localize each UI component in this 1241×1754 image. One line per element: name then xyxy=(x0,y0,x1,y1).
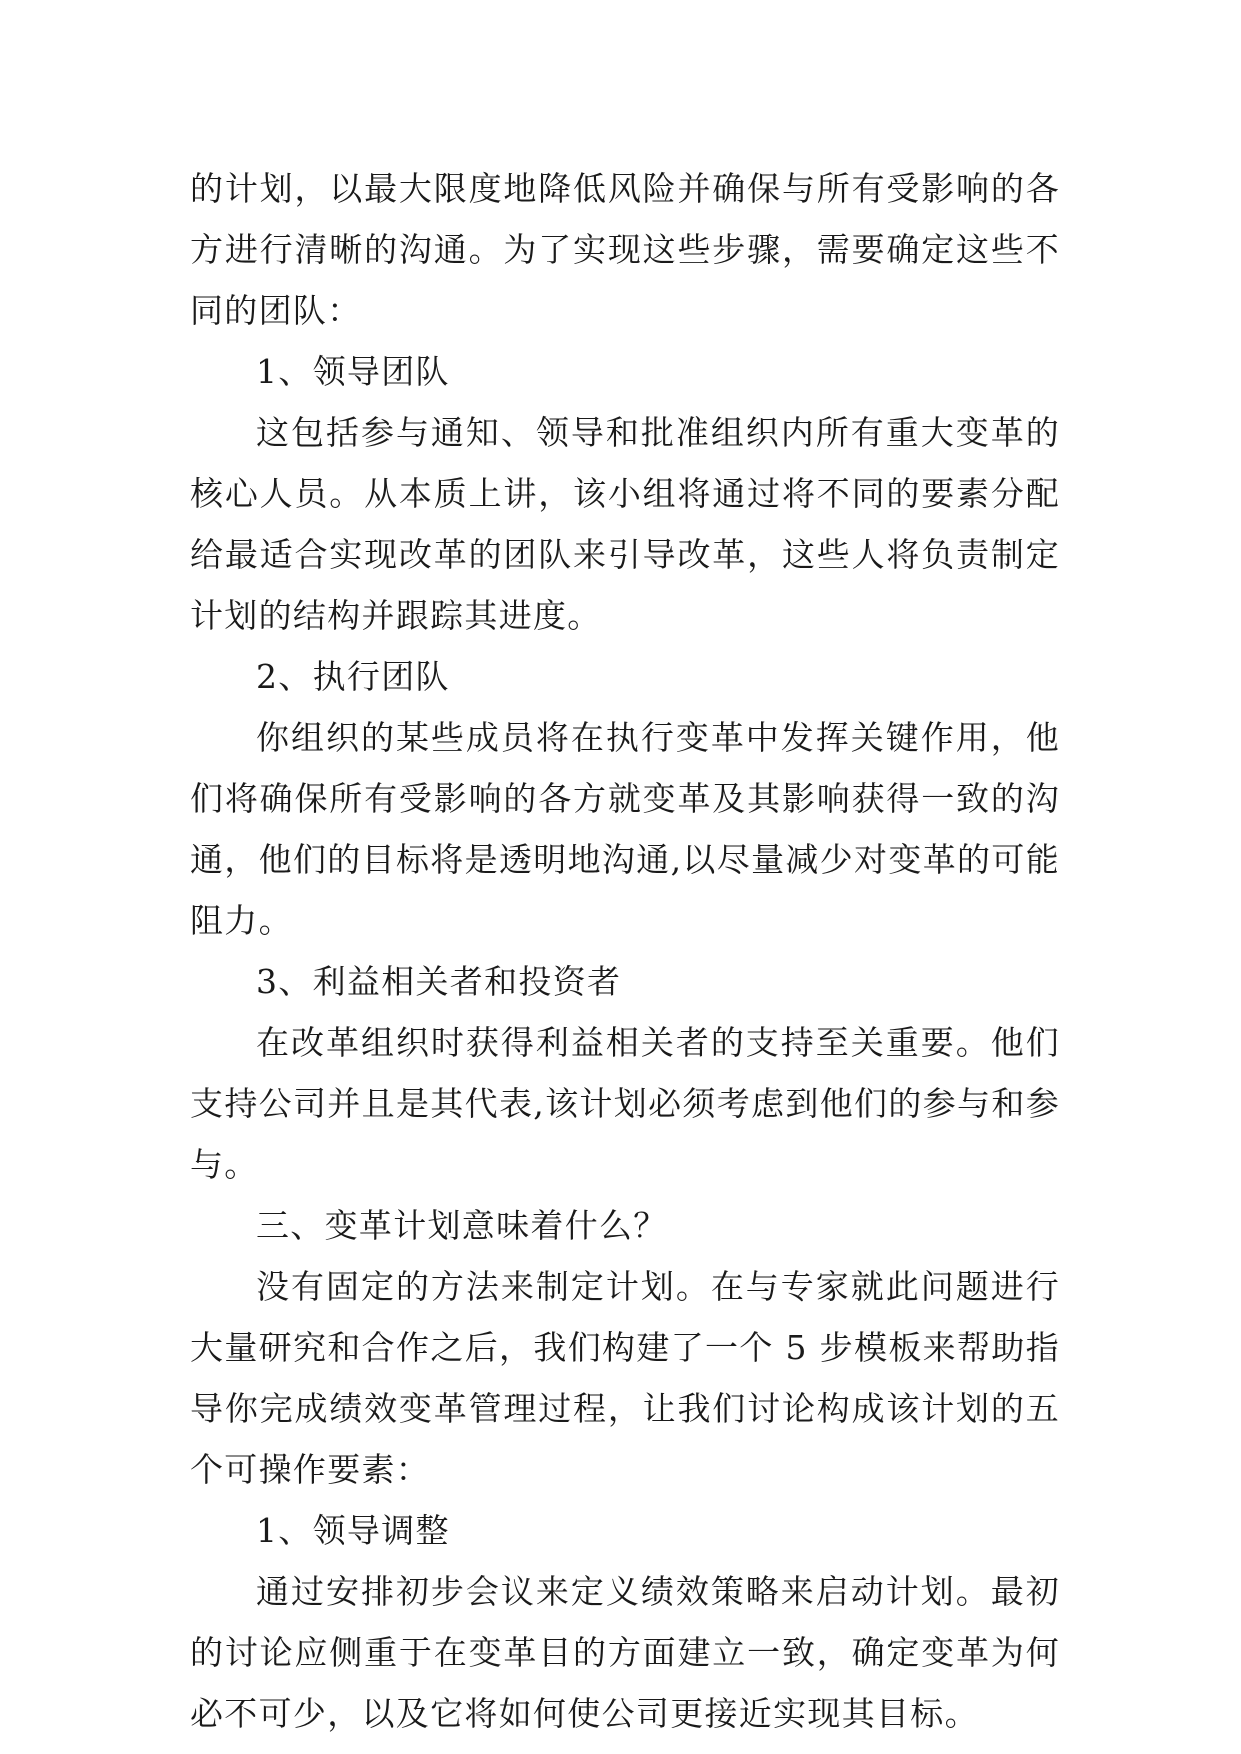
heading-execution-team: 2、执行团队 xyxy=(256,657,450,696)
paragraph-leadership-team: 这包括参与通知、领导和批准组织内所有重大变革的核心人员。从本质上讲，该小组将通过将不同的要素分配给最适合实现改革的团队来引导改革，这些人将负责制定计划的结构并跟踪其进度。 xyxy=(190,413,1060,635)
paragraph-execution-team: 你组织的某些成员将在执行变革中发挥关键作用，他们将确保所有受影响的各方就变革及其影响获得一致的沟通，他们的目标将是透明地沟通,以尽量减少对变革的可能阻力。 xyxy=(190,718,1060,940)
heading-leadership-team: 1、领导团队 xyxy=(256,352,450,391)
heading-leadership-alignment: 1、领导调整 xyxy=(256,1511,450,1550)
section-heading-change-plan: 三、变革计划意味着什么？ xyxy=(256,1206,668,1245)
heading-stakeholders: 3、利益相关者和投资者 xyxy=(256,962,622,1001)
paragraph-stakeholders: 在改革组织时获得利益相关者的支持至关重要。他们支持公司并且是其代表,该计划必须考虑到他们的参与和参与。 xyxy=(190,1023,1060,1184)
paragraph-continuation: 的计划，以最大限度地降低风险并确保与所有受影响的各方进行清晰的沟通。为了实现这些步骤，需要确定这些不同的团队： xyxy=(190,169,1060,330)
document-body xyxy=(190,158,1060,1744)
paragraph-leadership-alignment: 通过安排初步会议来定义绩效策略来启动计划。最初的讨论应侧重于在变革目的方面建立一致，确定变革为何必不可少，以及它将如何使公司更接近实现其目标。 xyxy=(190,1572,1060,1733)
paragraph-change-plan: 没有固定的方法来制定计划。在与专家就此问题进行大量研究和合作之后，我们构建了一个 5 步模板来帮助指导你完成绩效变革管理过程，让我们讨论构成该计划的五个可操作要素： xyxy=(190,1267,1060,1489)
